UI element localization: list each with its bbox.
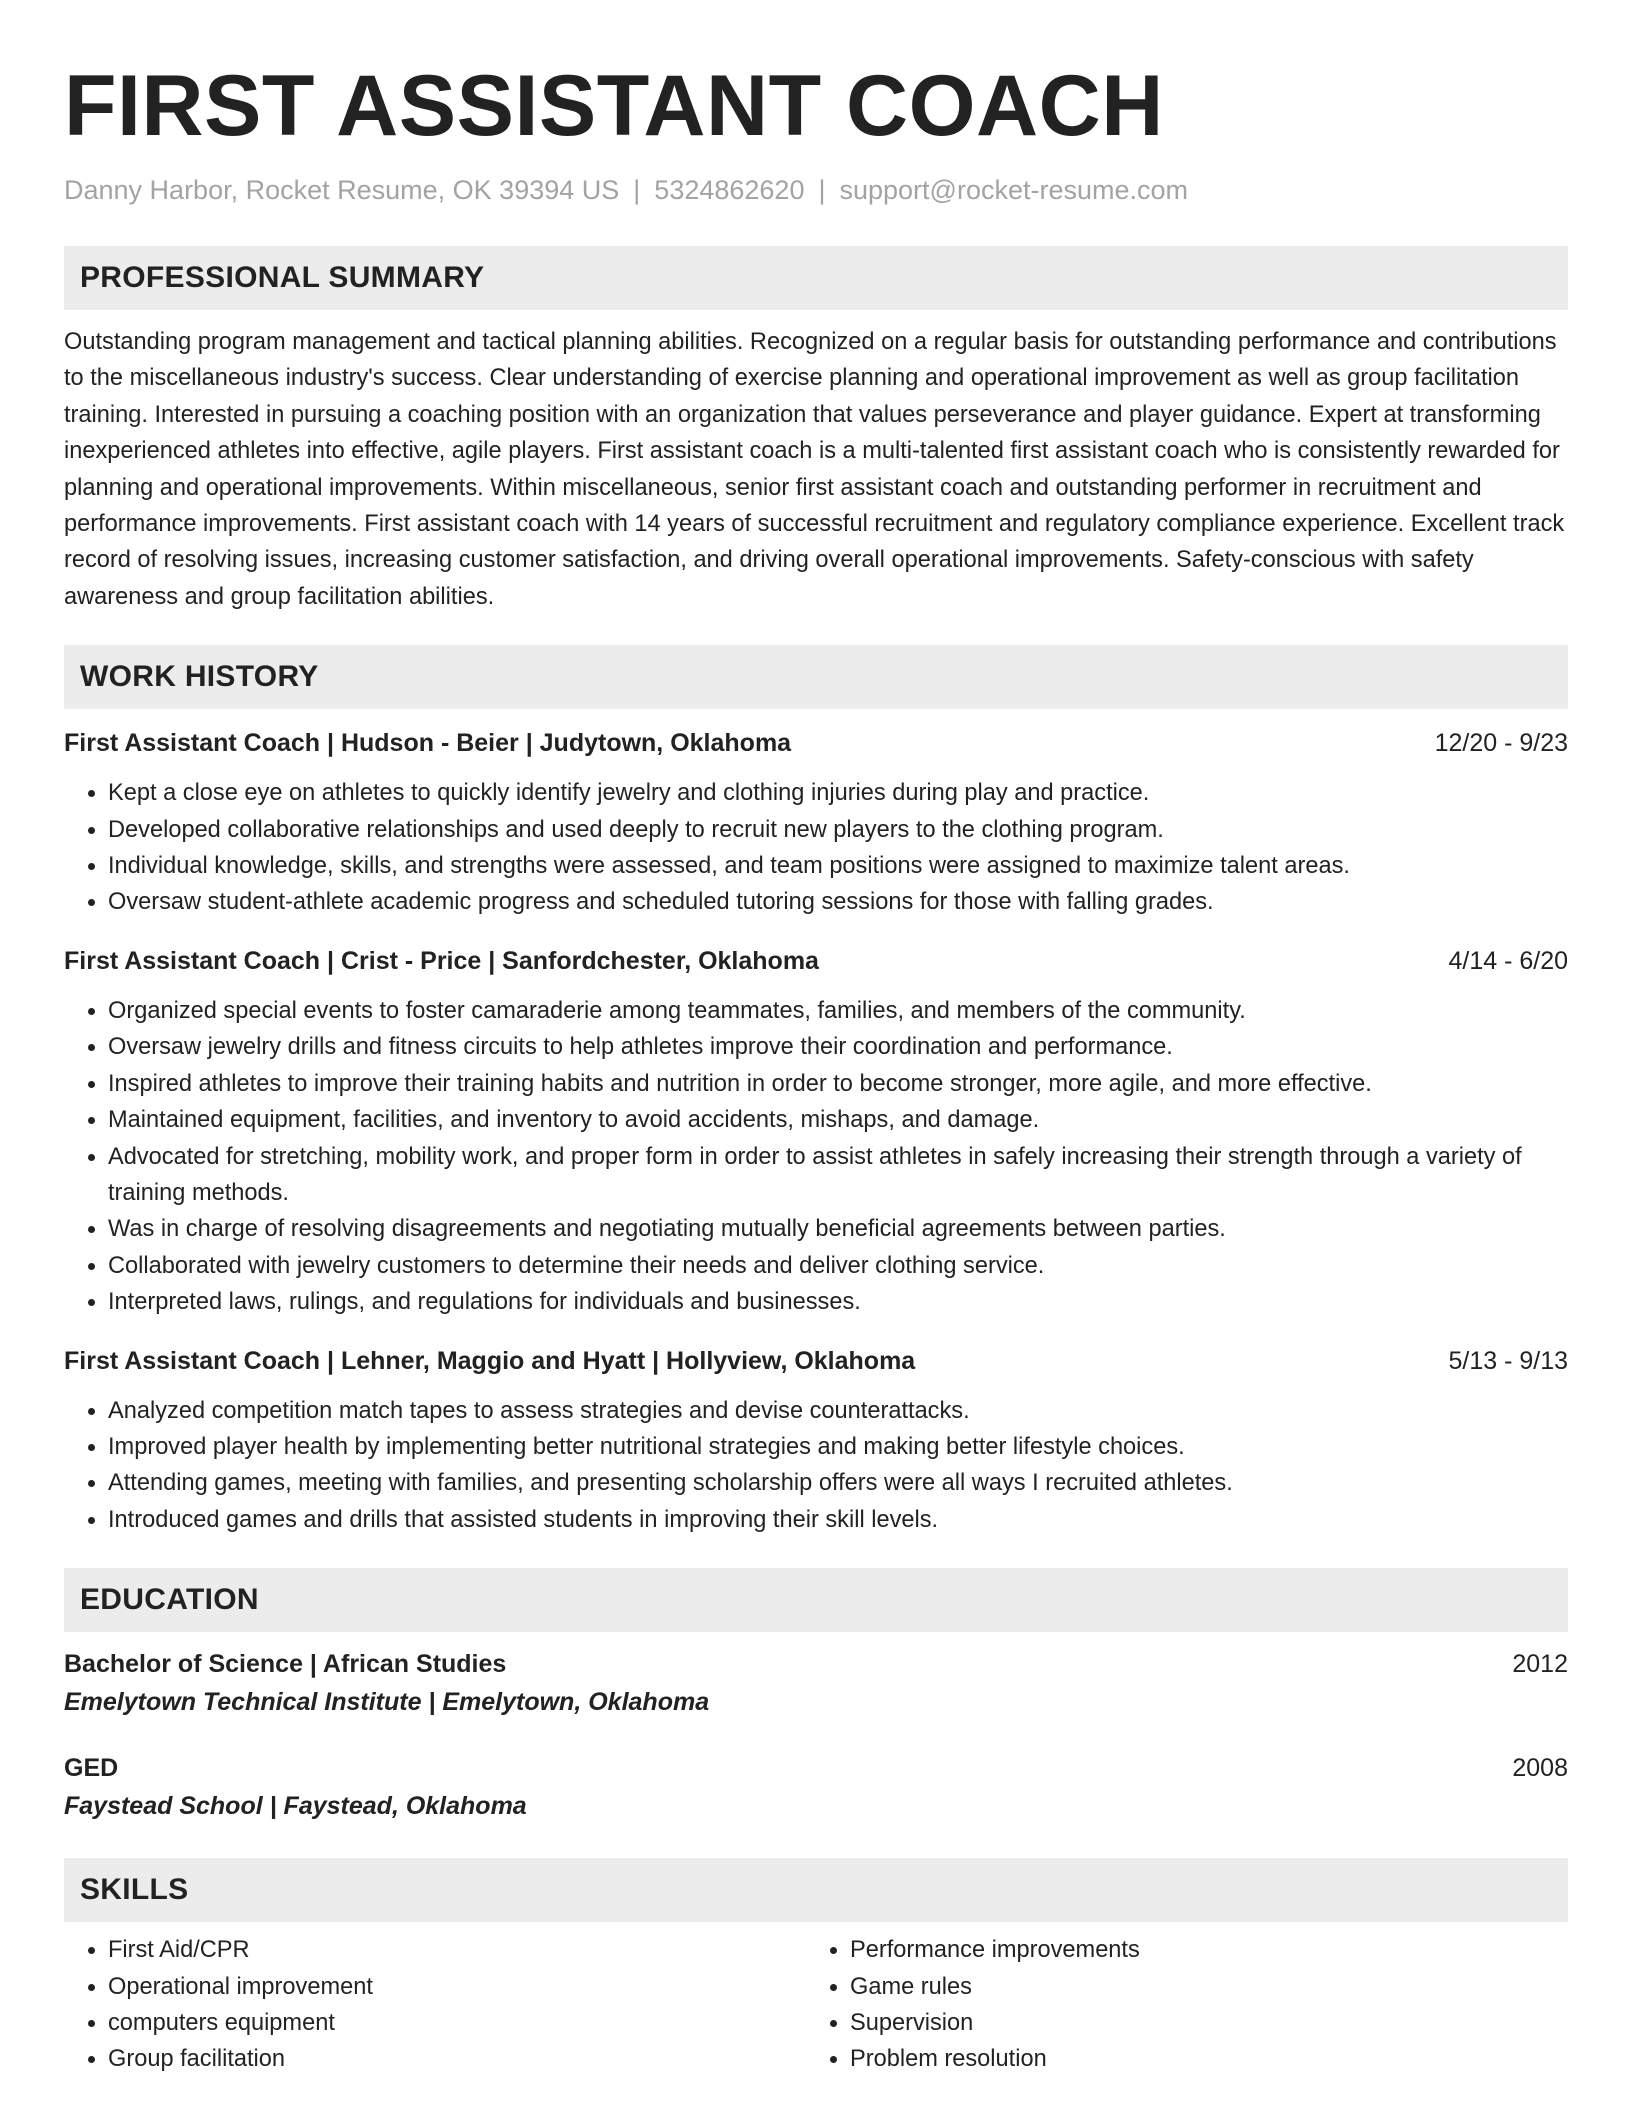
contact-separator: | — [818, 175, 826, 205]
job-bullet: • Advocated for stretching, mobility work, and proper form in order to assist athletes in safely increasing their strength through a variety of training methods. — [108, 1139, 1568, 1212]
job-bullet: • Developed collaborative relationships and used deeply to recruit new players to the clothing program. — [108, 812, 1568, 848]
job-dates: 5/13 - 9/13 — [1448, 1346, 1568, 1375]
work-history-section-header: WORK HISTORY — [64, 645, 1568, 709]
education-year: 2012 — [1512, 1650, 1568, 1679]
education-degree: GED — [64, 1754, 119, 1783]
resume-page — [64, 0, 1568, 2078]
skill-item: • Performance improvements — [850, 1932, 1550, 1968]
skill-item: • Game rules — [850, 1969, 1550, 2005]
contact-line — [64, 172, 1568, 208]
education-section-header: EDUCATION — [64, 1568, 1568, 1632]
job-bullet: • Individual knowledge, skills, and strengths were assessed, and team positions were assigned to maximize talent areas. — [108, 848, 1568, 884]
education-degree: Bachelor of Science | African Studies — [64, 1650, 507, 1679]
skill-item: • Supervision — [850, 2005, 1550, 2041]
education-school: Faystead School | Faystead, Oklahoma — [64, 1792, 527, 1821]
skills-list-left — [64, 1932, 806, 2078]
job-header — [64, 943, 1568, 979]
summary-section-header: PROFESSIONAL SUMMARY — [64, 246, 1568, 310]
education-year: 2008 — [1512, 1754, 1568, 1783]
contact-separator: | — [633, 175, 641, 205]
job-bullet: • Inspired athletes to improve their training habits and nutrition in order to become stronger, more agile, and more effective. — [108, 1066, 1568, 1102]
skill-item: • computers equipment — [108, 2005, 806, 2041]
job-header — [64, 1343, 1568, 1379]
contact-phone: 5324862620 — [654, 175, 805, 205]
job-bullet: • Interpreted laws, rulings, and regulations for individuals and businesses. — [108, 1284, 1568, 1320]
job-bullet: • Kept a close eye on athletes to quickly identify jewelry and clothing injuries during play and practice. — [108, 775, 1568, 811]
job-entry — [64, 725, 1568, 921]
skills-section-header: SKILLS — [64, 1858, 1568, 1922]
education-header — [64, 1750, 1568, 1786]
job-dates: 4/14 - 6/20 — [1448, 946, 1568, 975]
contact-address: Danny Harbor, Rocket Resume, OK 39394 US — [64, 175, 620, 205]
job-bullet: • Maintained equipment, facilities, and inventory to avoid accidents, mishaps, and damage. — [108, 1102, 1568, 1138]
education-school: Emelytown Technical Institute | Emelytown, Oklahoma — [64, 1688, 710, 1717]
skill-item: • Operational improvement — [108, 1969, 806, 2005]
skill-item: • First Aid/CPR — [108, 1932, 806, 1968]
resume-title: FIRST ASSISTANT COACH — [64, 58, 1164, 154]
job-heading: First Assistant Coach | Lehner, Maggio and Hyatt | Hollyview, Oklahoma — [64, 1346, 916, 1375]
job-entry — [64, 943, 1568, 1321]
job-bullets — [64, 1393, 1568, 1539]
education-entry — [64, 1750, 1568, 1826]
job-heading: First Assistant Coach | Crist - Price | Sanfordchester, Oklahoma — [64, 946, 819, 975]
job-bullets — [64, 775, 1568, 921]
job-bullets — [64, 993, 1568, 1321]
contact-email: support@rocket-resume.com — [839, 175, 1189, 205]
job-dates: 12/20 - 9/23 — [1434, 729, 1568, 758]
job-bullet: • Attending games, meeting with families, and presenting scholarship offers were all ways I recruited athletes. — [108, 1465, 1568, 1501]
job-bullet: • Collaborated with jewelry customers to determine their needs and deliver clothing service. — [108, 1248, 1568, 1284]
education-entry — [64, 1646, 1568, 1722]
job-heading: First Assistant Coach | Hudson - Beier | Judytown, Oklahoma — [64, 729, 792, 758]
job-bullet: • Oversaw student-athlete academic progress and scheduled tutoring sessions for those with falling grades. — [108, 884, 1568, 920]
job-header — [64, 725, 1568, 761]
skills-columns — [64, 1932, 1568, 2078]
job-bullet: • Introduced games and drills that assisted students in improving their skill levels. — [108, 1502, 1568, 1538]
job-bullet: • Organized special events to foster camaraderie among teammates, families, and members of the community. — [108, 993, 1568, 1029]
job-bullet: • Oversaw jewelry drills and fitness circuits to help athletes improve their coordination and performance. — [108, 1029, 1568, 1065]
job-bullet: • Analyzed competition match tapes to assess strategies and devise counterattacks. — [108, 1393, 1568, 1429]
job-bullet: • Improved player health by implementing better nutritional strategies and making better lifestyle choices. — [108, 1429, 1568, 1465]
summary-paragraph: Outstanding program management and tactical planning abilities. Recognized on a regular basis for outstanding performance and contributions to the miscellaneous industry's success. Clear understanding of exercise planning and operational improvement as well as group facilitation training. Interested in pursuing a coaching position with an organization that values perseverance and player guidance. Expert at transforming inexperienced athletes into effective, agile players. First assistant coach is a multi-talented first assistant coach who is consistently rewarded for planning and operational improvements. Within miscellaneous, senior first assistant coach and outstanding performer in recruitment and performance improvements. First assistant coach with 14 years of successful recruitment and regulatory compliance experience. Excellent track record of resolving issues, increasing customer satisfaction, and driving overall operational improvements. Safety-conscious with safety awareness and group facilitation abilities. — [64, 329, 1565, 610]
job-entry — [64, 1343, 1568, 1539]
skills-list-right — [806, 1932, 1550, 2078]
job-bullet: • Was in charge of resolving disagreements and negotiating mutually beneficial agreements between parties. — [108, 1211, 1568, 1247]
skill-item: • Problem resolution — [850, 2041, 1550, 2077]
skill-item: • Group facilitation — [108, 2041, 806, 2077]
education-header — [64, 1646, 1568, 1682]
